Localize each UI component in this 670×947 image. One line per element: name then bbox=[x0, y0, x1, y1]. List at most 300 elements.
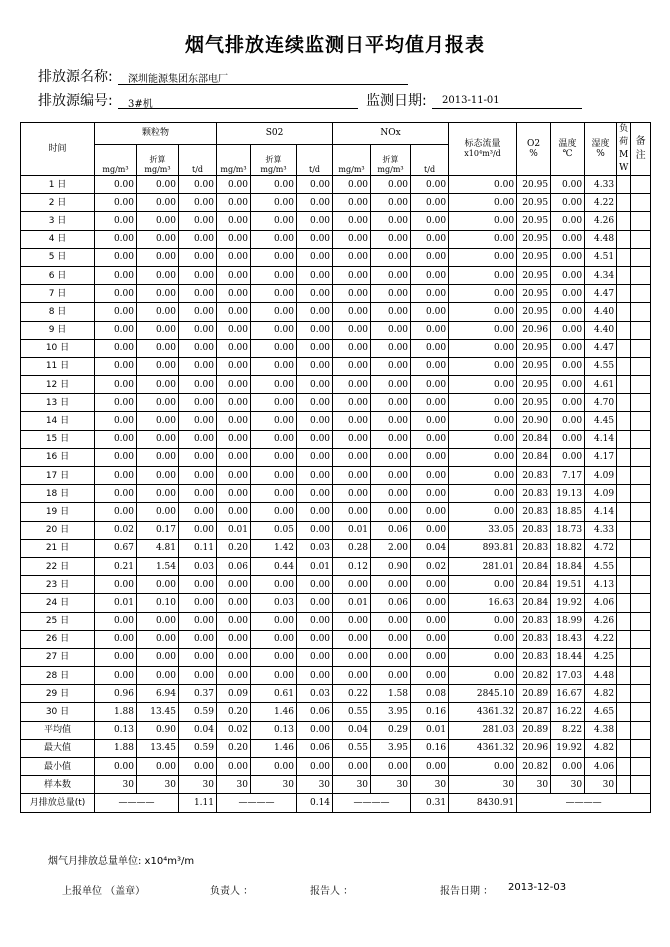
cell-value: 4.26 bbox=[585, 212, 617, 230]
cell-load bbox=[617, 521, 631, 539]
cell-value: 0.00 bbox=[449, 448, 517, 466]
cell-value: 0.00 bbox=[551, 430, 585, 448]
cell-load bbox=[617, 430, 631, 448]
header-flow-line1: 标态流量 bbox=[464, 139, 501, 149]
cell-value: 6.94 bbox=[137, 685, 179, 703]
cell-value: 0.13 bbox=[251, 721, 297, 739]
cell-value: 0.00 bbox=[411, 612, 449, 630]
cell-value: 0.00 bbox=[217, 467, 251, 485]
cell-value: 0.00 bbox=[179, 430, 217, 448]
source-name-underline bbox=[118, 84, 408, 85]
report-reporter: 报告人 ： bbox=[310, 886, 354, 897]
cell-value: 0.00 bbox=[411, 576, 449, 594]
cell-value: 0.00 bbox=[95, 357, 137, 375]
cell-value: 0.00 bbox=[179, 521, 217, 539]
cell-value: 4.22 bbox=[585, 630, 617, 648]
cell-value: 4.13 bbox=[585, 576, 617, 594]
cell-value: 20.95 bbox=[517, 357, 551, 375]
cell-value: 0.00 bbox=[217, 212, 251, 230]
cell-value: 0.00 bbox=[297, 303, 333, 321]
cell-value: 0.00 bbox=[251, 485, 297, 503]
table-row bbox=[21, 630, 651, 648]
cell-value: 0.00 bbox=[371, 612, 411, 630]
cell-value: 0.00 bbox=[411, 485, 449, 503]
cell-value: 16.67 bbox=[551, 685, 585, 703]
cell-value: 0.00 bbox=[411, 230, 449, 248]
cell-value: 0.00 bbox=[333, 503, 371, 521]
cell-value: 0.00 bbox=[95, 412, 137, 430]
cell-value: 0.00 bbox=[411, 521, 449, 539]
cell-value: 0.00 bbox=[179, 230, 217, 248]
cell-value: 1.42 bbox=[251, 539, 297, 557]
cell-value: 0.00 bbox=[95, 430, 137, 448]
cell-value: 4.06 bbox=[585, 758, 617, 776]
cell-value: 16.22 bbox=[551, 703, 585, 721]
cell-remark bbox=[631, 776, 651, 794]
cell-value: 20.83 bbox=[517, 539, 551, 557]
cell-value: 0.00 bbox=[179, 503, 217, 521]
cell-value: 4.40 bbox=[585, 321, 617, 339]
cell-value: 0.00 bbox=[371, 430, 411, 448]
cell-value: 0.00 bbox=[217, 194, 251, 212]
cell-value: 20.82 bbox=[517, 667, 551, 685]
cell-value: 16.63 bbox=[449, 594, 517, 612]
cell-value: 0.00 bbox=[179, 485, 217, 503]
cell-value: 0.00 bbox=[217, 758, 251, 776]
cell-value: 0.00 bbox=[251, 630, 297, 648]
cell-value: 4.38 bbox=[585, 721, 617, 739]
totals-flow: 8430.91 bbox=[449, 794, 517, 812]
cell-value: 0.00 bbox=[179, 667, 217, 685]
cell-value: 0.00 bbox=[411, 176, 449, 194]
cell-value: 0.20 bbox=[217, 539, 251, 557]
report-title: 烟气排放连续监测日平均值月报表 bbox=[184, 34, 485, 56]
cell-value: 20.84 bbox=[517, 594, 551, 612]
cell-value: 0.03 bbox=[297, 539, 333, 557]
cell-load bbox=[617, 376, 631, 394]
table-row bbox=[21, 448, 651, 466]
cell-value: 0.00 bbox=[179, 176, 217, 194]
cell-value: 1.88 bbox=[95, 739, 137, 757]
cell-value: 20.83 bbox=[517, 503, 551, 521]
cell-value: 0.00 bbox=[251, 266, 297, 284]
header-temp: 温度 ℃ bbox=[551, 123, 585, 176]
cell-value: 0.10 bbox=[137, 594, 179, 612]
totals-label: 月排放总量(t) bbox=[21, 794, 95, 812]
row-label: 10 日 bbox=[21, 339, 95, 357]
header-load: 负荷MW bbox=[617, 123, 631, 176]
cell-value: 0.00 bbox=[251, 430, 297, 448]
cell-value: 19.51 bbox=[551, 576, 585, 594]
row-label: 9 日 bbox=[21, 321, 95, 339]
cell-load bbox=[617, 357, 631, 375]
cell-load bbox=[617, 339, 631, 357]
unit-so2-td: t/d bbox=[297, 144, 333, 175]
cell-value: 893.81 bbox=[449, 539, 517, 557]
cell-value: 0.00 bbox=[449, 612, 517, 630]
cell-value: 0.00 bbox=[95, 339, 137, 357]
cell-value: 0.00 bbox=[411, 248, 449, 266]
cell-value: 0.00 bbox=[297, 357, 333, 375]
cell-value: 0.00 bbox=[371, 339, 411, 357]
table-row bbox=[21, 594, 651, 612]
cell-remark bbox=[631, 739, 651, 757]
cell-value: 20.83 bbox=[517, 467, 551, 485]
cell-load bbox=[617, 776, 631, 794]
header-time: 时间 bbox=[21, 123, 95, 176]
cell-value: 0.00 bbox=[297, 648, 333, 666]
cell-value: 4.82 bbox=[585, 685, 617, 703]
header-o2: O2 % bbox=[517, 123, 551, 176]
table-row bbox=[21, 703, 651, 721]
cell-load bbox=[617, 394, 631, 412]
cell-value: 0.37 bbox=[179, 685, 217, 703]
cell-value: 4.06 bbox=[585, 594, 617, 612]
cell-value: 0.00 bbox=[217, 303, 251, 321]
unit-note: 烟气月排放总量单位: x10⁴m³/m bbox=[48, 856, 195, 867]
cell-value: 0.00 bbox=[297, 576, 333, 594]
cell-value: 0.05 bbox=[251, 521, 297, 539]
cell-value: 0.00 bbox=[95, 503, 137, 521]
cell-value: 0.01 bbox=[297, 557, 333, 575]
table-row bbox=[21, 321, 651, 339]
cell-value: 4.65 bbox=[585, 703, 617, 721]
cell-value: 0.00 bbox=[333, 758, 371, 776]
cell-value: 0.21 bbox=[95, 557, 137, 575]
cell-value: 281.01 bbox=[449, 557, 517, 575]
cell-value: 0.11 bbox=[179, 539, 217, 557]
cell-value: 20.95 bbox=[517, 266, 551, 284]
cell-value: 30 bbox=[217, 776, 251, 794]
cell-value: 0.00 bbox=[411, 303, 449, 321]
table-row bbox=[21, 230, 651, 248]
table-row bbox=[21, 612, 651, 630]
table-row bbox=[21, 758, 651, 776]
cell-remark bbox=[631, 248, 651, 266]
cell-value: 0.00 bbox=[371, 321, 411, 339]
cell-load bbox=[617, 176, 631, 194]
cell-load bbox=[617, 485, 631, 503]
row-label: 11 日 bbox=[21, 357, 95, 375]
cell-value: 0.00 bbox=[217, 485, 251, 503]
unit-so2-conv: 折算 mg/m³ bbox=[251, 144, 297, 175]
cell-value: 0.00 bbox=[95, 321, 137, 339]
row-label: 最小值 bbox=[21, 758, 95, 776]
cell-value: 1.46 bbox=[251, 703, 297, 721]
cell-value: 0.28 bbox=[333, 539, 371, 557]
report-org: 上报单位 （盖章） bbox=[62, 886, 146, 897]
cell-value: 4361.32 bbox=[449, 703, 517, 721]
cell-remark bbox=[631, 503, 651, 521]
cell-remark bbox=[631, 430, 651, 448]
cell-value: 0.00 bbox=[137, 376, 179, 394]
cell-value: 0.00 bbox=[333, 448, 371, 466]
cell-value: 0.00 bbox=[333, 339, 371, 357]
cell-value: 0.00 bbox=[551, 357, 585, 375]
cell-value: 0.61 bbox=[251, 685, 297, 703]
cell-value: 20.95 bbox=[517, 339, 551, 357]
cell-value: 0.00 bbox=[137, 248, 179, 266]
cell-value: 0.00 bbox=[95, 194, 137, 212]
header-so2: S02 bbox=[217, 123, 333, 145]
totals-particulate: 1.11 bbox=[179, 794, 217, 812]
cell-value: 4.48 bbox=[585, 667, 617, 685]
cell-value: 0.17 bbox=[137, 521, 179, 539]
cell-value: 20.83 bbox=[517, 648, 551, 666]
row-label: 24 日 bbox=[21, 594, 95, 612]
cell-value: 0.00 bbox=[137, 448, 179, 466]
cell-value: 4.25 bbox=[585, 648, 617, 666]
cell-remark bbox=[631, 266, 651, 284]
totals-dash: ———— bbox=[517, 794, 651, 812]
cell-value: 20.83 bbox=[517, 485, 551, 503]
cell-value: 0.00 bbox=[217, 321, 251, 339]
cell-value: 0.00 bbox=[411, 758, 449, 776]
cell-value: 0.16 bbox=[411, 739, 449, 757]
cell-value: 0.00 bbox=[297, 394, 333, 412]
cell-value: 0.00 bbox=[551, 248, 585, 266]
cell-load bbox=[617, 285, 631, 303]
cell-value: 0.00 bbox=[449, 630, 517, 648]
cell-value: 0.00 bbox=[217, 503, 251, 521]
row-label: 3 日 bbox=[21, 212, 95, 230]
cell-value: 0.00 bbox=[333, 194, 371, 212]
cell-value: 0.00 bbox=[179, 285, 217, 303]
cell-value: 0.29 bbox=[371, 721, 411, 739]
cell-value: 0.00 bbox=[251, 321, 297, 339]
row-label: 6 日 bbox=[21, 266, 95, 284]
cell-remark bbox=[631, 521, 651, 539]
cell-value: 30 bbox=[517, 776, 551, 794]
cell-remark bbox=[631, 321, 651, 339]
cell-value: 0.00 bbox=[251, 667, 297, 685]
cell-value: 0.00 bbox=[333, 412, 371, 430]
cell-value: 0.00 bbox=[95, 576, 137, 594]
table-row bbox=[21, 212, 651, 230]
row-label: 27 日 bbox=[21, 648, 95, 666]
cell-value: 0.00 bbox=[95, 303, 137, 321]
cell-value: 20.95 bbox=[517, 194, 551, 212]
row-label: 平均值 bbox=[21, 721, 95, 739]
cell-value: 0.00 bbox=[217, 285, 251, 303]
cell-value: 0.00 bbox=[333, 376, 371, 394]
cell-value: 0.00 bbox=[411, 376, 449, 394]
cell-value: 2845.10 bbox=[449, 685, 517, 703]
cell-remark bbox=[631, 667, 651, 685]
cell-value: 0.00 bbox=[551, 194, 585, 212]
cell-value: 0.00 bbox=[411, 412, 449, 430]
cell-value: 0.00 bbox=[137, 194, 179, 212]
cell-value: 0.00 bbox=[137, 667, 179, 685]
cell-value: 19.92 bbox=[551, 739, 585, 757]
cell-value: 4.47 bbox=[585, 339, 617, 357]
cell-remark bbox=[631, 176, 651, 194]
cell-value: 30 bbox=[371, 776, 411, 794]
table-row bbox=[21, 739, 651, 757]
cell-value: 0.00 bbox=[95, 212, 137, 230]
cell-value: 0.04 bbox=[333, 721, 371, 739]
row-label: 7 日 bbox=[21, 285, 95, 303]
cell-value: 0.00 bbox=[251, 212, 297, 230]
cell-load bbox=[617, 448, 631, 466]
cell-load bbox=[617, 194, 631, 212]
totals-dash: ———— bbox=[217, 794, 297, 812]
row-label: 5 日 bbox=[21, 248, 95, 266]
cell-value: 0.00 bbox=[251, 412, 297, 430]
unit-nox-mg: mg/m³ bbox=[333, 144, 371, 175]
cell-value: 0.08 bbox=[411, 685, 449, 703]
cell-value: 0.00 bbox=[95, 612, 137, 630]
cell-value: 0.00 bbox=[137, 394, 179, 412]
cell-value: 0.00 bbox=[179, 303, 217, 321]
table-row bbox=[21, 357, 651, 375]
cell-value: 0.00 bbox=[251, 194, 297, 212]
cell-value: 0.13 bbox=[95, 721, 137, 739]
cell-value: 0.90 bbox=[371, 557, 411, 575]
cell-value: 0.00 bbox=[333, 394, 371, 412]
cell-load bbox=[617, 266, 631, 284]
cell-value: 0.00 bbox=[333, 630, 371, 648]
cell-value: 0.00 bbox=[179, 630, 217, 648]
cell-remark bbox=[631, 557, 651, 575]
cell-value: 4.34 bbox=[585, 266, 617, 284]
report-date-label: 报告日期 ： bbox=[440, 886, 494, 897]
cell-value: 4.47 bbox=[585, 285, 617, 303]
cell-value: 0.00 bbox=[449, 467, 517, 485]
cell-value: 0.00 bbox=[449, 412, 517, 430]
cell-value: 0.00 bbox=[551, 412, 585, 430]
cell-value: 4.55 bbox=[585, 557, 617, 575]
cell-value: 0.00 bbox=[217, 430, 251, 448]
cell-load bbox=[617, 758, 631, 776]
row-label: 16 日 bbox=[21, 448, 95, 466]
cell-value: 0.20 bbox=[217, 703, 251, 721]
cell-value: 0.00 bbox=[449, 376, 517, 394]
cell-remark bbox=[631, 412, 651, 430]
cell-value: 30 bbox=[251, 776, 297, 794]
cell-value: 7.17 bbox=[551, 467, 585, 485]
table-row bbox=[21, 412, 651, 430]
cell-value: 0.00 bbox=[297, 630, 333, 648]
cell-remark bbox=[631, 758, 651, 776]
cell-value: 20.82 bbox=[517, 758, 551, 776]
cell-value: 0.00 bbox=[551, 176, 585, 194]
cell-value: 0.67 bbox=[95, 539, 137, 557]
cell-value: 0.00 bbox=[95, 266, 137, 284]
cell-value: 0.00 bbox=[411, 212, 449, 230]
cell-value: 0.00 bbox=[137, 357, 179, 375]
table-row bbox=[21, 176, 651, 194]
cell-value: 0.00 bbox=[411, 321, 449, 339]
cell-load bbox=[617, 667, 631, 685]
cell-value: 0.00 bbox=[217, 357, 251, 375]
cell-value: 8.22 bbox=[551, 721, 585, 739]
cell-value: 0.00 bbox=[551, 212, 585, 230]
cell-value: 0.00 bbox=[251, 230, 297, 248]
cell-value: 4.70 bbox=[585, 394, 617, 412]
totals-nox: 0.31 bbox=[411, 794, 449, 812]
cell-value: 0.00 bbox=[297, 521, 333, 539]
cell-value: 0.00 bbox=[95, 467, 137, 485]
cell-value: 20.84 bbox=[517, 448, 551, 466]
cell-remark bbox=[631, 630, 651, 648]
cell-value: 0.00 bbox=[95, 248, 137, 266]
cell-value: 0.00 bbox=[297, 339, 333, 357]
cell-value: 0.00 bbox=[333, 576, 371, 594]
cell-value: 0.00 bbox=[217, 248, 251, 266]
cell-value: 0.00 bbox=[95, 285, 137, 303]
table-row bbox=[21, 485, 651, 503]
cell-value: 0.00 bbox=[137, 758, 179, 776]
cell-value: 0.00 bbox=[179, 266, 217, 284]
cell-value: 0.00 bbox=[251, 376, 297, 394]
cell-value: 0.00 bbox=[251, 303, 297, 321]
header-humidity: 湿度 % bbox=[585, 123, 617, 176]
cell-value: 0.00 bbox=[217, 339, 251, 357]
cell-value: 0.00 bbox=[411, 430, 449, 448]
cell-remark bbox=[631, 612, 651, 630]
cell-value: 0.00 bbox=[449, 248, 517, 266]
cell-value: 0.00 bbox=[251, 339, 297, 357]
totals-dash: ———— bbox=[95, 794, 179, 812]
source-id-value: 3#机 bbox=[128, 99, 153, 110]
row-label: 29 日 bbox=[21, 685, 95, 703]
cell-value: 0.00 bbox=[371, 758, 411, 776]
cell-value: 0.00 bbox=[297, 430, 333, 448]
cell-value: 0.00 bbox=[95, 485, 137, 503]
cell-value: 0.00 bbox=[371, 630, 411, 648]
cell-value: 0.00 bbox=[449, 266, 517, 284]
cell-value: 0.00 bbox=[449, 503, 517, 521]
cell-value: 0.59 bbox=[179, 703, 217, 721]
cell-value: 0.00 bbox=[449, 667, 517, 685]
cell-value: 30 bbox=[333, 776, 371, 794]
date-value: 2013-11-01 bbox=[442, 95, 500, 106]
cell-value: 3.95 bbox=[371, 739, 411, 757]
cell-value: 30 bbox=[179, 776, 217, 794]
cell-remark bbox=[631, 339, 651, 357]
cell-value: 0.00 bbox=[371, 376, 411, 394]
cell-value: 0.00 bbox=[179, 248, 217, 266]
cell-value: 0.00 bbox=[551, 376, 585, 394]
row-label: 4 日 bbox=[21, 230, 95, 248]
cell-value: 0.00 bbox=[297, 467, 333, 485]
cell-value: 0.00 bbox=[251, 467, 297, 485]
cell-value: 20.95 bbox=[517, 248, 551, 266]
cell-value: 0.00 bbox=[217, 412, 251, 430]
cell-value: 0.00 bbox=[449, 485, 517, 503]
cell-load bbox=[617, 503, 631, 521]
date-label: 监测日期: bbox=[366, 93, 427, 109]
cell-value: 0.00 bbox=[217, 394, 251, 412]
cell-value: 20.84 bbox=[517, 557, 551, 575]
cell-value: 0.00 bbox=[297, 612, 333, 630]
table-row bbox=[21, 303, 651, 321]
cell-value: 0.00 bbox=[297, 594, 333, 612]
cell-value: 0.00 bbox=[179, 357, 217, 375]
cell-value: 0.00 bbox=[297, 285, 333, 303]
row-label: 最大值 bbox=[21, 739, 95, 757]
cell-value: 1.88 bbox=[95, 703, 137, 721]
table-row bbox=[21, 539, 651, 557]
cell-value: 0.00 bbox=[449, 212, 517, 230]
cell-value: 13.45 bbox=[137, 703, 179, 721]
cell-value: 18.84 bbox=[551, 557, 585, 575]
cell-value: 0.00 bbox=[179, 376, 217, 394]
cell-remark bbox=[631, 576, 651, 594]
cell-remark bbox=[631, 703, 651, 721]
cell-value: 0.00 bbox=[137, 503, 179, 521]
